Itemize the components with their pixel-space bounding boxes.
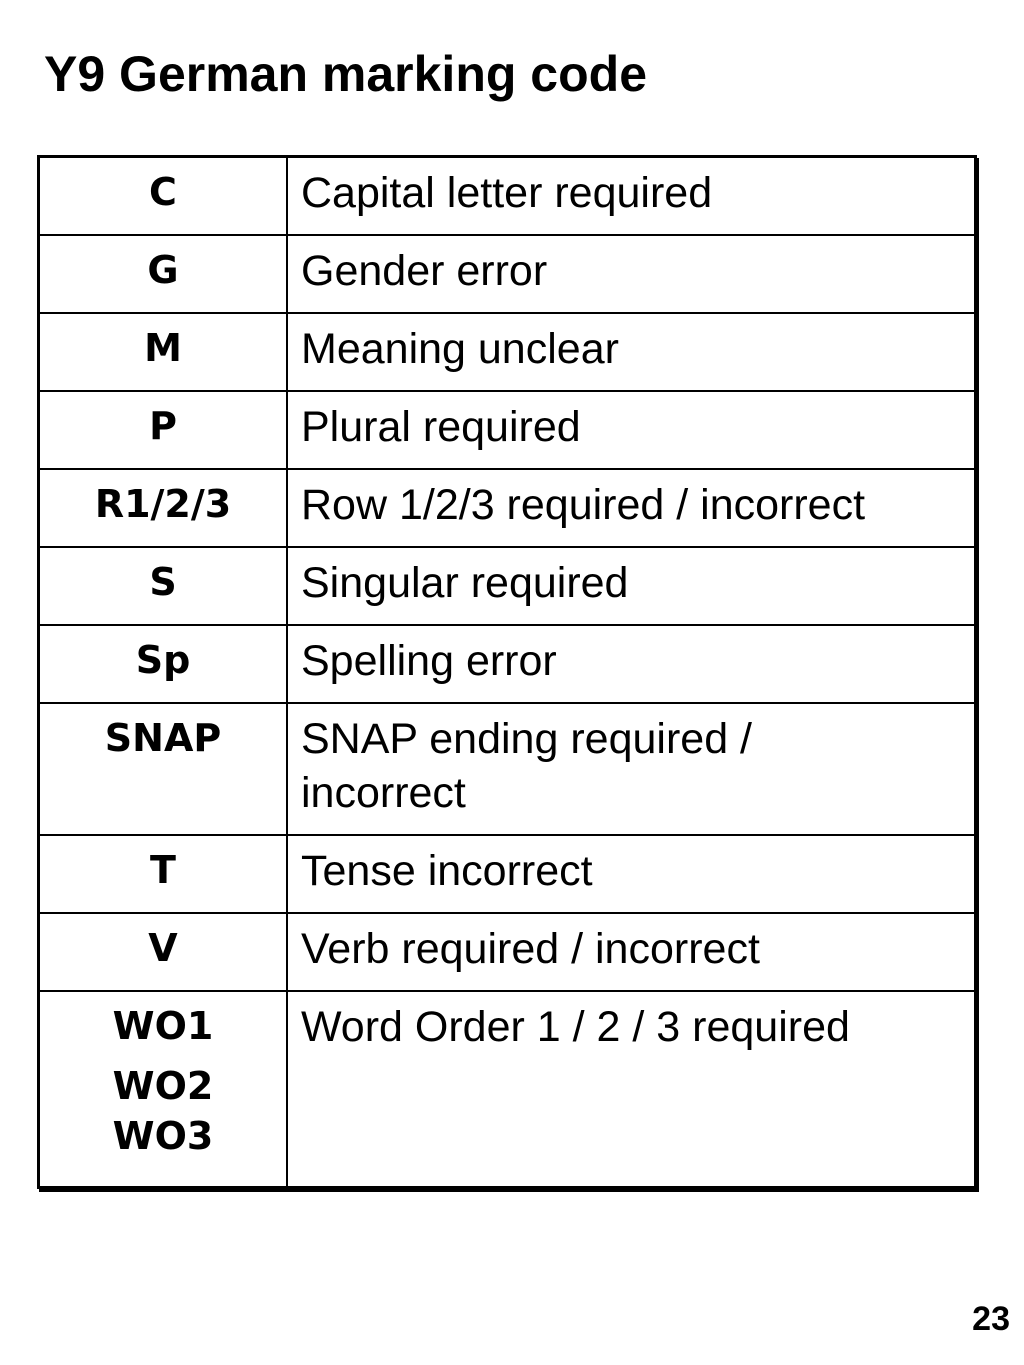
meaning-text-line-1: SNAP ending required / bbox=[301, 715, 752, 763]
meaning-cell bbox=[287, 469, 976, 547]
code-label: C bbox=[149, 170, 177, 214]
code-label: G bbox=[147, 248, 179, 292]
code-cell bbox=[39, 547, 288, 625]
meaning-cell bbox=[287, 835, 976, 913]
meaning-cell bbox=[287, 391, 976, 469]
slide-title: Y9 German marking code bbox=[44, 46, 648, 102]
marking-code-table bbox=[37, 155, 977, 1189]
meaning-cell bbox=[287, 157, 976, 236]
table-row bbox=[39, 547, 976, 625]
code-cell bbox=[39, 913, 288, 991]
meaning-text: Gender error bbox=[301, 247, 548, 295]
page-number: 23 bbox=[972, 1300, 1010, 1338]
meaning-cell bbox=[287, 313, 976, 391]
meaning-text: Capital letter required bbox=[301, 169, 713, 217]
meaning-text: Plural required bbox=[301, 403, 581, 451]
table-row bbox=[39, 235, 976, 313]
meaning-text: Spelling error bbox=[301, 637, 557, 685]
code-cell bbox=[39, 625, 288, 703]
code-label-wo1: WO1 bbox=[112, 1004, 214, 1048]
table-row bbox=[39, 835, 976, 913]
meaning-text: Tense incorrect bbox=[301, 847, 593, 895]
meaning-text-line-2: incorrect bbox=[301, 769, 466, 817]
meaning-cell bbox=[287, 913, 976, 991]
table-row bbox=[39, 703, 976, 835]
meaning-text: Row 1/2/3 required / incorrect bbox=[301, 481, 866, 529]
table-row bbox=[39, 991, 976, 1188]
code-label: R1/2/3 bbox=[94, 482, 232, 526]
table-row bbox=[39, 391, 976, 469]
code-label: SNAP bbox=[104, 716, 222, 760]
code-label: M bbox=[144, 326, 182, 370]
code-cell bbox=[39, 391, 288, 469]
meaning-text: Verb required / incorrect bbox=[301, 925, 760, 973]
table-row bbox=[39, 913, 976, 991]
code-label: Sp bbox=[135, 638, 191, 682]
code-label-wo2: WO2 bbox=[112, 1064, 214, 1108]
code-label: P bbox=[149, 404, 177, 448]
table-row bbox=[39, 625, 976, 703]
code-label-wo3: WO3 bbox=[112, 1114, 214, 1158]
code-cell bbox=[39, 235, 288, 313]
code-cell bbox=[39, 469, 288, 547]
meaning-cell bbox=[287, 625, 976, 703]
code-cell bbox=[39, 835, 288, 913]
meaning-cell bbox=[287, 235, 976, 313]
meaning-text: Meaning unclear bbox=[301, 325, 619, 373]
code-cell bbox=[39, 157, 288, 236]
code-label: T bbox=[150, 848, 176, 892]
meaning-text: Singular required bbox=[301, 559, 629, 607]
meaning-text: Word Order 1 / 2 / 3 required bbox=[301, 1003, 850, 1051]
meaning-cell bbox=[287, 991, 976, 1188]
code-cell bbox=[39, 703, 288, 835]
table-row bbox=[39, 313, 976, 391]
meaning-cell bbox=[287, 547, 976, 625]
code-label: V bbox=[148, 926, 178, 970]
meaning-cell bbox=[287, 703, 976, 835]
code-cell bbox=[39, 991, 288, 1188]
table-row bbox=[39, 157, 976, 236]
code-cell bbox=[39, 313, 288, 391]
code-label: S bbox=[149, 560, 177, 604]
table-row bbox=[39, 469, 976, 547]
